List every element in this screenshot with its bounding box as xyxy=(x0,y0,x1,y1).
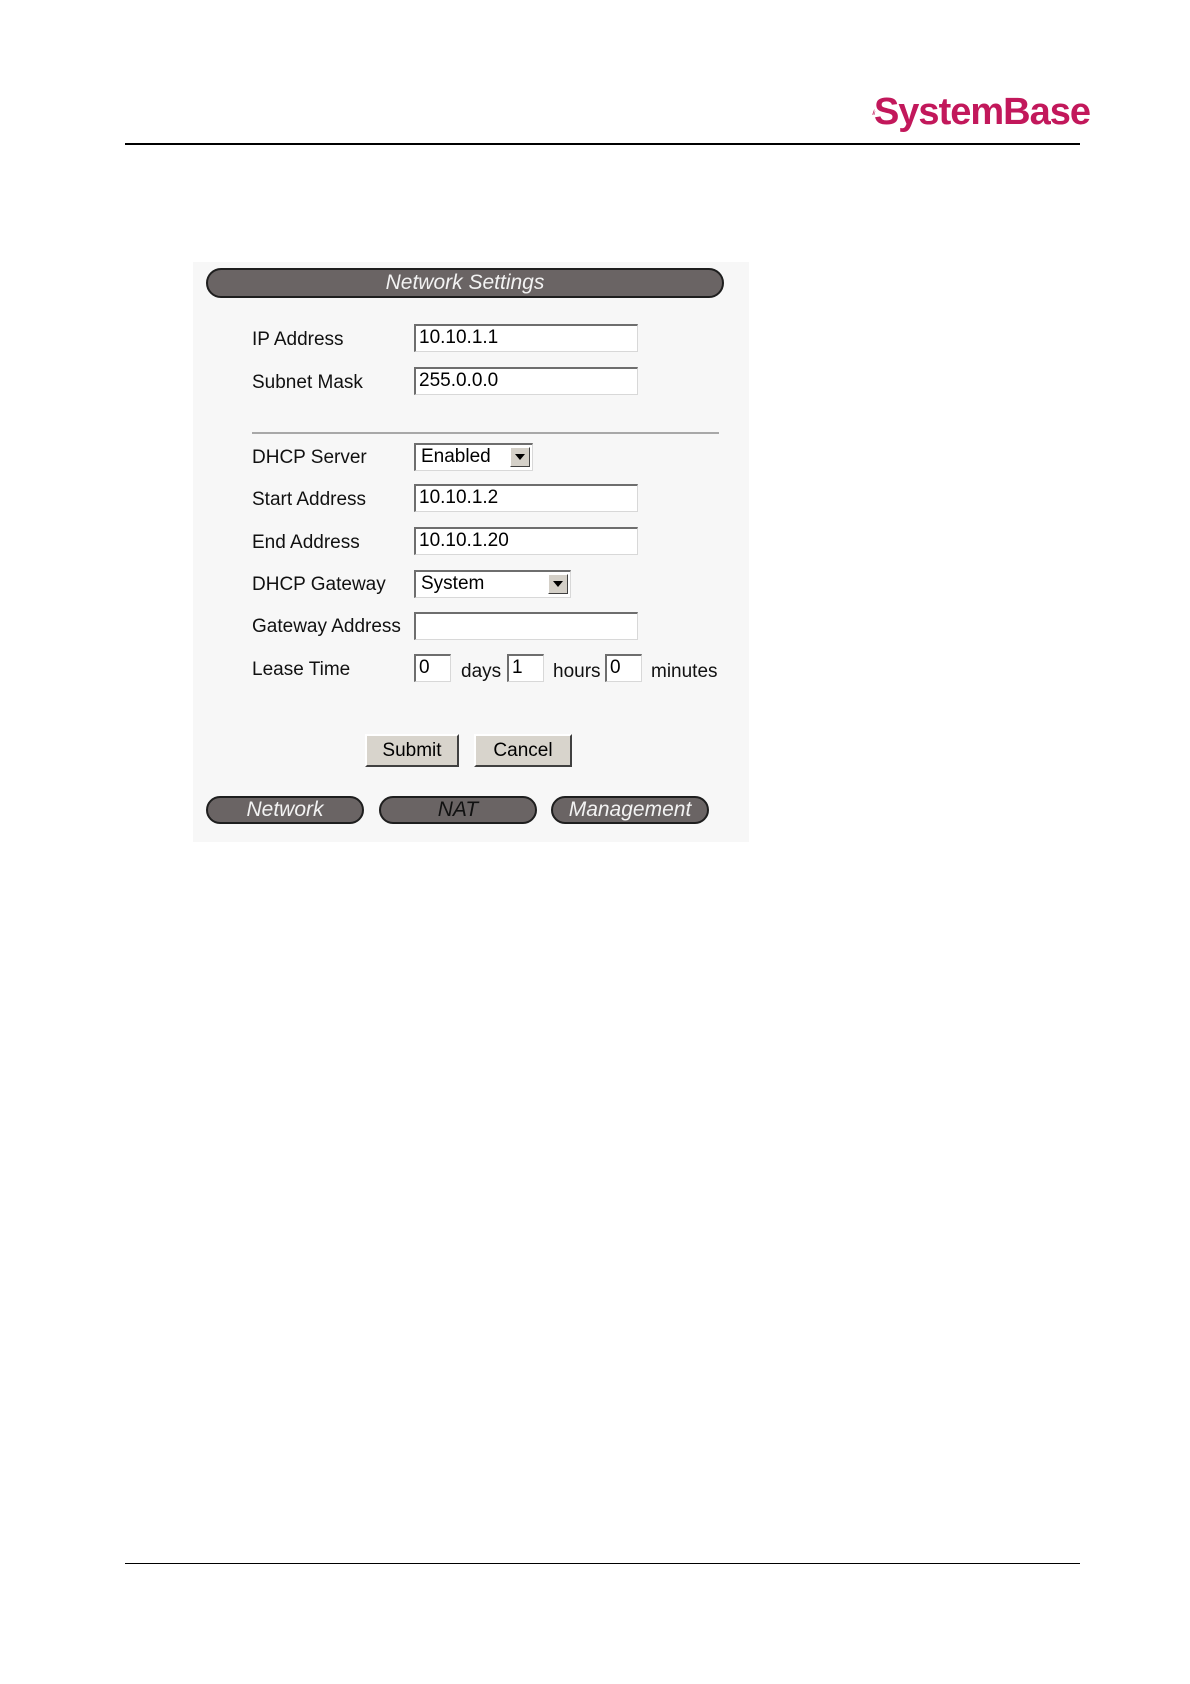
dropdown-arrow-icon[interactable] xyxy=(510,447,530,467)
header-rule xyxy=(125,143,1080,145)
nav-network[interactable]: Network xyxy=(206,796,364,824)
dhcp-gateway-value: System xyxy=(421,573,485,594)
start-address-input[interactable]: 10.10.1.2 xyxy=(414,484,638,512)
hours-unit: hours xyxy=(553,661,601,682)
dhcp-server-value: Enabled xyxy=(421,446,491,467)
gateway-address-input[interactable] xyxy=(414,612,638,640)
end-address-label: End Address xyxy=(252,532,360,553)
panel-title: Network Settings xyxy=(206,268,724,298)
systembase-logo xyxy=(872,86,1090,138)
minutes-unit: minutes xyxy=(651,661,718,682)
logo-text: SystemBase xyxy=(873,91,1090,133)
cancel-button[interactable]: Cancel xyxy=(474,734,572,767)
nav-management[interactable]: Management xyxy=(551,796,709,824)
dropdown-arrow-icon[interactable] xyxy=(548,574,568,594)
footer-rule xyxy=(125,1563,1080,1564)
section-divider xyxy=(252,432,719,434)
dhcp-server-select[interactable] xyxy=(414,443,533,471)
gateway-address-label: Gateway Address xyxy=(252,616,401,637)
dhcp-server-label: DHCP Server xyxy=(252,447,367,468)
dhcp-gateway-label: DHCP Gateway xyxy=(252,574,386,595)
lease-hours-input[interactable]: 1 xyxy=(507,654,544,682)
start-address-label: Start Address xyxy=(252,489,367,510)
nav-nat[interactable]: NAT xyxy=(379,796,537,824)
submit-button[interactable]: Submit xyxy=(365,734,459,767)
network-settings-panel xyxy=(193,262,749,842)
ip-address-input[interactable]: 10.10.1.1 xyxy=(414,324,638,352)
lease-time-label: Lease Time xyxy=(252,659,351,680)
lease-days-input[interactable]: 0 xyxy=(414,654,451,682)
subnet-mask-label: Subnet Mask xyxy=(252,372,363,393)
ip-address-label: IP Address xyxy=(252,329,344,350)
end-address-input[interactable]: 10.10.1.20 xyxy=(414,527,638,555)
subnet-mask-input[interactable]: 255.0.0.0 xyxy=(414,367,638,395)
days-unit: days xyxy=(461,661,502,682)
lease-minutes-input[interactable]: 0 xyxy=(605,654,642,682)
dhcp-gateway-select[interactable] xyxy=(414,570,571,598)
